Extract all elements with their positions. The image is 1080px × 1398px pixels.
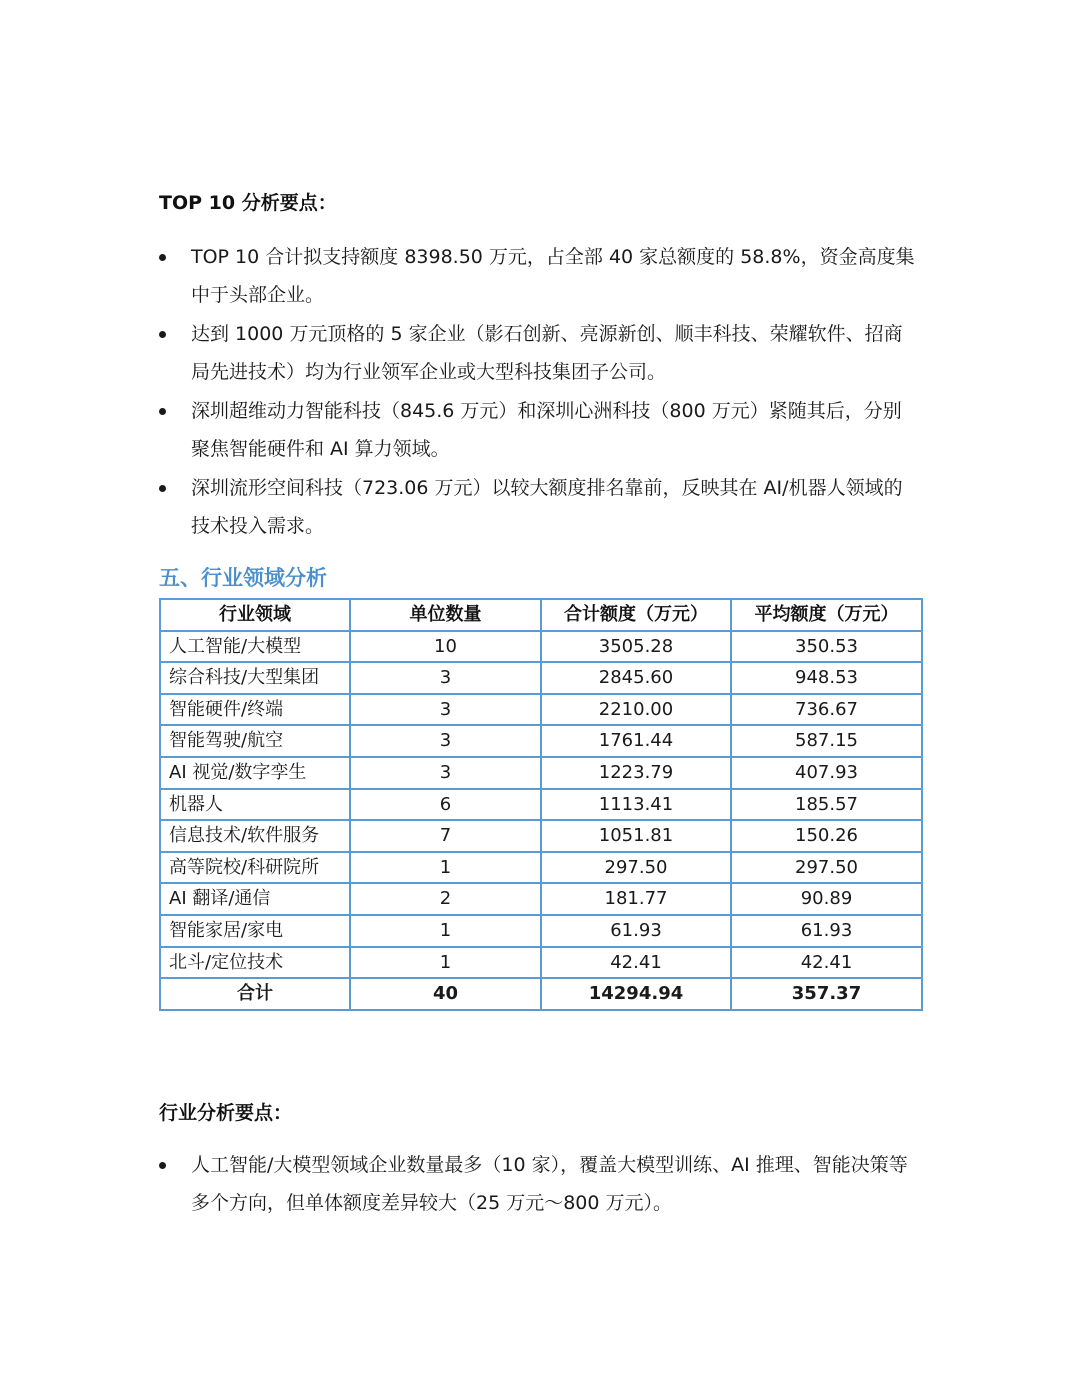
table-row	[160, 852, 922, 884]
bullet-text: 达到 1000 万元顶格的 5 家企业（影石创新、亮源新创、顺丰科技、荣耀软件、招商局先进技术）均为行业领军企业或大型科技集团子公司。	[191, 323, 903, 383]
table-row	[160, 820, 922, 852]
table-row	[160, 631, 922, 663]
top10-heading: TOP 10 分析要点：	[159, 192, 337, 214]
table-cell: 2	[350, 883, 541, 915]
bullet-text: 人工智能/大模型领域企业数量最多（10 家），覆盖大模型训练、AI 推理、智能决策等多个方向，但单体额度差异较大（25 万元～800 万元）。	[191, 1154, 908, 1214]
table-row	[160, 694, 922, 726]
table-cell: 40	[350, 978, 541, 1010]
table-row	[160, 915, 922, 947]
table-cell: 42.41	[541, 947, 731, 979]
bullet-dot-icon	[159, 408, 166, 415]
bullet-dot-icon	[159, 485, 166, 492]
column-header: 行业领域	[160, 599, 350, 631]
list-item	[159, 392, 919, 468]
list-item	[159, 315, 919, 391]
bullet-text: 深圳流形空间科技（723.06 万元）以较大额度排名靠前，反映其在 AI/机器人领域的技术投入需求。	[191, 477, 903, 537]
table-cell: 150.26	[731, 820, 922, 852]
table-cell: 350.53	[731, 631, 922, 663]
table-cell: 90.89	[731, 883, 922, 915]
table-cell: 10	[350, 631, 541, 663]
table-row	[160, 725, 922, 757]
table-cell: 智能硬件/终端	[160, 694, 350, 726]
table-cell: 2845.60	[541, 662, 731, 694]
table-cell: 智能驾驶/航空	[160, 725, 350, 757]
table-cell: AI 翻译/通信	[160, 883, 350, 915]
column-header: 平均额度（万元）	[731, 599, 922, 631]
table-cell: 297.50	[541, 852, 731, 884]
table-cell: 7	[350, 820, 541, 852]
list-item	[159, 1146, 919, 1222]
table-cell: 3	[350, 694, 541, 726]
table-cell: 1	[350, 915, 541, 947]
table-row	[160, 947, 922, 979]
table-cell: 智能家居/家电	[160, 915, 350, 947]
table-cell: 3	[350, 662, 541, 694]
table-row	[160, 757, 922, 789]
top10-bullet-list	[159, 238, 919, 546]
bullet-dot-icon	[159, 254, 166, 261]
industry-bullet-list	[159, 1146, 919, 1223]
bullet-text: 深圳超维动力智能科技（845.6 万元）和深圳心洲科技（800 万元）紧随其后，分别聚焦智能硬件和 AI 算力领域。	[191, 400, 902, 460]
industry-heading: 行业分析要点：	[159, 1102, 293, 1124]
section-title: 五、行业领域分析	[159, 566, 327, 590]
table-cell: 3505.28	[541, 631, 731, 663]
table-cell: 人工智能/大模型	[160, 631, 350, 663]
table-cell: 合计	[160, 978, 350, 1010]
table-row	[160, 662, 922, 694]
table-cell: 181.77	[541, 883, 731, 915]
bullet-dot-icon	[159, 1162, 166, 1169]
table-cell: 3	[350, 725, 541, 757]
table-cell: AI 视觉/数字孪生	[160, 757, 350, 789]
table-cell: 1761.44	[541, 725, 731, 757]
table-cell: 信息技术/软件服务	[160, 820, 350, 852]
table-cell: 185.57	[731, 789, 922, 821]
table-cell: 机器人	[160, 789, 350, 821]
table-cell: 948.53	[731, 662, 922, 694]
table-cell: 407.93	[731, 757, 922, 789]
industry-table	[159, 598, 923, 1011]
table-cell: 61.93	[541, 915, 731, 947]
table-cell: 42.41	[731, 947, 922, 979]
table-cell: 1223.79	[541, 757, 731, 789]
table-cell: 高等院校/科研院所	[160, 852, 350, 884]
column-header: 单位数量	[350, 599, 541, 631]
table-row	[160, 789, 922, 821]
table-row	[160, 883, 922, 915]
table-cell: 736.67	[731, 694, 922, 726]
list-item	[159, 469, 919, 545]
table-cell: 综合科技/大型集团	[160, 662, 350, 694]
table-cell: 1113.41	[541, 789, 731, 821]
table-header-row	[160, 599, 922, 631]
list-item	[159, 238, 919, 314]
table-cell: 61.93	[731, 915, 922, 947]
table-cell: 3	[350, 757, 541, 789]
table-cell: 1051.81	[541, 820, 731, 852]
table-cell: 587.15	[731, 725, 922, 757]
column-header: 合计额度（万元）	[541, 599, 731, 631]
table-cell: 357.37	[731, 978, 922, 1010]
table-cell: 1	[350, 947, 541, 979]
table-cell: 2210.00	[541, 694, 731, 726]
table-cell: 1	[350, 852, 541, 884]
table-total-row	[160, 978, 922, 1010]
table-cell: 297.50	[731, 852, 922, 884]
table-cell: 北斗/定位技术	[160, 947, 350, 979]
bullet-dot-icon	[159, 331, 166, 338]
table-cell: 14294.94	[541, 978, 731, 1010]
bullet-text: TOP 10 合计拟支持额度 8398.50 万元，占全部 40 家总额度的 58.8%，资金高度集中于头部企业。	[191, 246, 915, 306]
table-cell: 6	[350, 789, 541, 821]
